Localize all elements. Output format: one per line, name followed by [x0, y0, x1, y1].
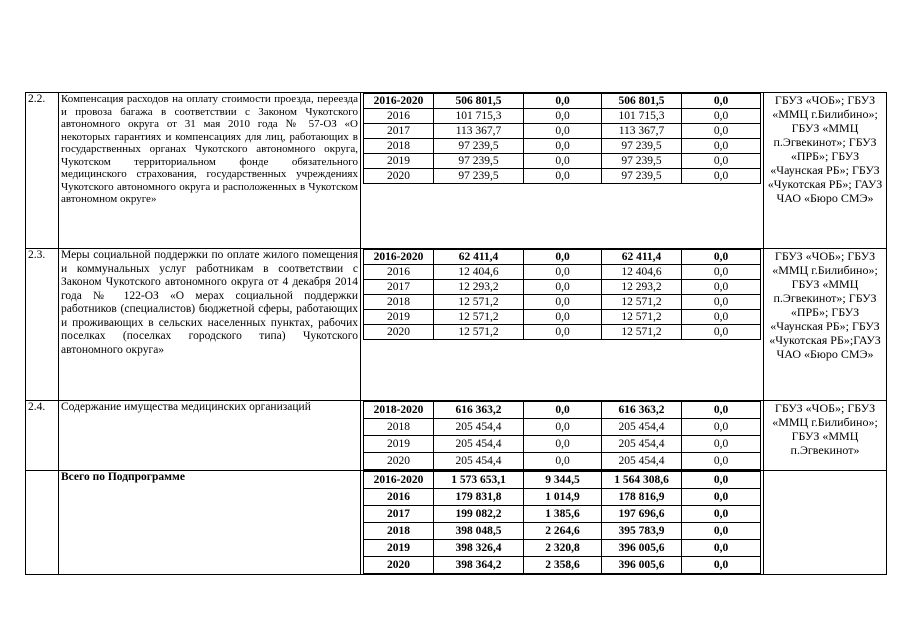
okrug-cell: 205 454,4 — [602, 436, 682, 453]
other-cell: 0,0 — [682, 280, 761, 295]
okrug-cell: 616 363,2 — [602, 402, 682, 419]
year-table — [363, 471, 761, 574]
okrug-cell: 396 005,6 — [602, 557, 682, 574]
year-table — [363, 93, 761, 184]
total-cell: 97 239,5 — [434, 154, 524, 169]
year-cell: 2020 — [364, 453, 434, 470]
okrug-cell: 395 783,9 — [602, 523, 682, 540]
year-cell: 2016 — [364, 109, 434, 124]
other-cell: 0,0 — [682, 169, 761, 184]
year-cell: 2016 — [364, 265, 434, 280]
year-cell: 2018 — [364, 139, 434, 154]
total-cell: 199 082,2 — [434, 506, 524, 523]
okrug-cell: 97 239,5 — [602, 169, 682, 184]
total-cell: 205 454,4 — [434, 419, 524, 436]
fed-cell: 0,0 — [524, 453, 602, 470]
year-cell: 2020 — [364, 557, 434, 574]
row-number — [26, 471, 59, 575]
okrug-cell: 205 454,4 — [602, 419, 682, 436]
other-cell: 0,0 — [682, 94, 761, 109]
year-cell: 2016-2020 — [364, 472, 434, 489]
year-breakdown — [361, 401, 764, 471]
year-cell: 2016-2020 — [364, 94, 434, 109]
other-cell: 0,0 — [682, 310, 761, 325]
fed-cell: 2 320,8 — [524, 540, 602, 557]
year-cell: 2018 — [364, 295, 434, 310]
fed-cell: 0,0 — [524, 265, 602, 280]
total-cell: 97 239,5 — [434, 139, 524, 154]
other-cell: 0,0 — [682, 557, 761, 574]
fed-cell: 0,0 — [524, 139, 602, 154]
year-cell: 2017 — [364, 124, 434, 139]
total-cell: 12 571,2 — [434, 310, 524, 325]
year-cell: 2020 — [364, 169, 434, 184]
responsible-orgs: ГБУЗ «ЧОБ»; ГБУЗ «ММЦ г.Билибино»; ГБУЗ «ММЦ п.Эгвекинот»; ГБУЗ «ПРБ»; ГБУЗ «Чаунская РБ»; ГБУЗ «Чукотская РБ»;ГАУЗ ЧАО «Бюро СМЭ» — [764, 249, 887, 401]
year-breakdown — [361, 249, 764, 401]
okrug-cell: 97 239,5 — [602, 139, 682, 154]
fed-cell: 2 264,6 — [524, 523, 602, 540]
fed-cell: 0,0 — [524, 169, 602, 184]
other-cell: 0,0 — [682, 265, 761, 280]
other-cell: 0,0 — [682, 154, 761, 169]
year-cell: 2016-2020 — [364, 250, 434, 265]
fed-cell: 2 358,6 — [524, 557, 602, 574]
year-cell: 2019 — [364, 436, 434, 453]
okrug-cell: 178 816,9 — [602, 489, 682, 506]
total-cell: 101 715,3 — [434, 109, 524, 124]
table-row-2-3 — [26, 249, 887, 401]
fed-cell: 0,0 — [524, 402, 602, 419]
year-breakdown — [361, 93, 764, 249]
fed-cell: 0,0 — [524, 94, 602, 109]
total-cell: 12 571,2 — [434, 295, 524, 310]
total-cell: 97 239,5 — [434, 169, 524, 184]
other-cell: 0,0 — [682, 540, 761, 557]
fed-cell: 9 344,5 — [524, 472, 602, 489]
other-cell: 0,0 — [682, 295, 761, 310]
year-table — [363, 249, 761, 340]
row-number: 2.3. — [26, 249, 59, 401]
row-description: Содержание имущества медицинских организаций — [59, 401, 361, 471]
other-cell: 0,0 — [682, 250, 761, 265]
other-cell: 0,0 — [682, 139, 761, 154]
fed-cell: 0,0 — [524, 250, 602, 265]
year-cell: 2019 — [364, 540, 434, 557]
total-cell: 12 404,6 — [434, 265, 524, 280]
year-cell: 2020 — [364, 325, 434, 340]
okrug-cell: 12 571,2 — [602, 325, 682, 340]
other-cell: 0,0 — [682, 436, 761, 453]
year-cell: 2017 — [364, 280, 434, 295]
total-cell: 1 573 653,1 — [434, 472, 524, 489]
other-cell: 0,0 — [682, 419, 761, 436]
row-number: 2.2. — [26, 93, 59, 249]
responsible-orgs: ГБУЗ «ЧОБ»; ГБУЗ «ММЦ г.Билибино»; ГБУЗ «ММЦ п.Эгвекинот» — [764, 401, 887, 471]
table-row-total — [26, 471, 887, 575]
okrug-cell: 101 715,3 — [602, 109, 682, 124]
total-cell: 398 048,5 — [434, 523, 524, 540]
subprogram-table — [25, 92, 887, 575]
total-cell: 179 831,8 — [434, 489, 524, 506]
row-description: Компенсация расходов на оплату стоимости проезда, переезда и провоза багажа в соответствии с Законом Чукотского автономного округа от 31 мая 2010 года № 57-ОЗ «О некоторых гарантиях и компенсациях для лиц, работающих в государственных органах Чукотского автономного округа, Чукотском территориальном фонде обязательного медицинского страхования, государственных учреждениях Чукотского автономного округа и расположенных в Чукотском автономном округе» — [59, 93, 361, 249]
fed-cell: 0,0 — [524, 124, 602, 139]
total-cell: 12 293,2 — [434, 280, 524, 295]
fed-cell: 0,0 — [524, 310, 602, 325]
other-cell: 0,0 — [682, 402, 761, 419]
okrug-cell: 97 239,5 — [602, 154, 682, 169]
responsible-orgs — [764, 471, 887, 575]
responsible-orgs: ГБУЗ «ЧОБ»; ГБУЗ «ММЦ г.Билибино»; ГБУЗ «ММЦ п.Эгвекинот»; ГБУЗ «ПРБ»; ГБУЗ «Чаунская РБ»; ГБУЗ «Чукотская РБ»; ГАУЗ ЧАО «Бюро СМЭ» — [764, 93, 887, 249]
total-cell: 398 364,2 — [434, 557, 524, 574]
okrug-cell: 12 571,2 — [602, 295, 682, 310]
okrug-cell: 506 801,5 — [602, 94, 682, 109]
fed-cell: 0,0 — [524, 280, 602, 295]
other-cell: 0,0 — [682, 523, 761, 540]
year-cell: 2018-2020 — [364, 402, 434, 419]
year-cell: 2018 — [364, 419, 434, 436]
total-cell: 616 363,2 — [434, 402, 524, 419]
row-description: Меры социальной поддержки по оплате жилого помещения и коммунальных услуг работникам в соответствии с Законом Чукотского автономного округа от 4 декабря 2014 года № 122-ОЗ «О мерах социальной поддержки работников (специалистов) бюджетной сферы, работающих и проживающих в сельских населенных пунктах, рабочих поселках (поселках городского типа) Чукотского автономного округа» — [59, 249, 361, 401]
row-number: 2.4. — [26, 401, 59, 471]
total-label: Всего по Подпрограмме — [59, 471, 361, 575]
year-cell: 2019 — [364, 154, 434, 169]
total-cell: 205 454,4 — [434, 453, 524, 470]
fed-cell: 1 385,6 — [524, 506, 602, 523]
other-cell: 0,0 — [682, 325, 761, 340]
year-cell: 2019 — [364, 310, 434, 325]
other-cell: 0,0 — [682, 109, 761, 124]
total-cell: 205 454,4 — [434, 436, 524, 453]
fed-cell: 0,0 — [524, 419, 602, 436]
year-cell: 2017 — [364, 506, 434, 523]
fed-cell: 0,0 — [524, 154, 602, 169]
total-cell: 62 411,4 — [434, 250, 524, 265]
total-cell: 398 326,4 — [434, 540, 524, 557]
okrug-cell: 113 367,7 — [602, 124, 682, 139]
table-row-2-2 — [26, 93, 887, 249]
okrug-cell: 205 454,4 — [602, 453, 682, 470]
year-table — [363, 401, 761, 470]
total-cell: 113 367,7 — [434, 124, 524, 139]
okrug-cell: 197 696,6 — [602, 506, 682, 523]
table-row-2-4 — [26, 401, 887, 471]
okrug-cell: 12 571,2 — [602, 310, 682, 325]
year-breakdown — [361, 471, 764, 575]
total-cell: 12 571,2 — [434, 325, 524, 340]
okrug-cell: 12 404,6 — [602, 265, 682, 280]
other-cell: 0,0 — [682, 453, 761, 470]
other-cell: 0,0 — [682, 489, 761, 506]
year-cell: 2016 — [364, 489, 434, 506]
fed-cell: 0,0 — [524, 436, 602, 453]
fed-cell: 0,0 — [524, 295, 602, 310]
fed-cell: 0,0 — [524, 325, 602, 340]
total-cell: 506 801,5 — [434, 94, 524, 109]
fed-cell: 1 014,9 — [524, 489, 602, 506]
other-cell: 0,0 — [682, 506, 761, 523]
okrug-cell: 12 293,2 — [602, 280, 682, 295]
year-cell: 2018 — [364, 523, 434, 540]
other-cell: 0,0 — [682, 124, 761, 139]
fed-cell: 0,0 — [524, 109, 602, 124]
okrug-cell: 62 411,4 — [602, 250, 682, 265]
okrug-cell: 396 005,6 — [602, 540, 682, 557]
other-cell: 0,0 — [682, 472, 761, 489]
okrug-cell: 1 564 308,6 — [602, 472, 682, 489]
